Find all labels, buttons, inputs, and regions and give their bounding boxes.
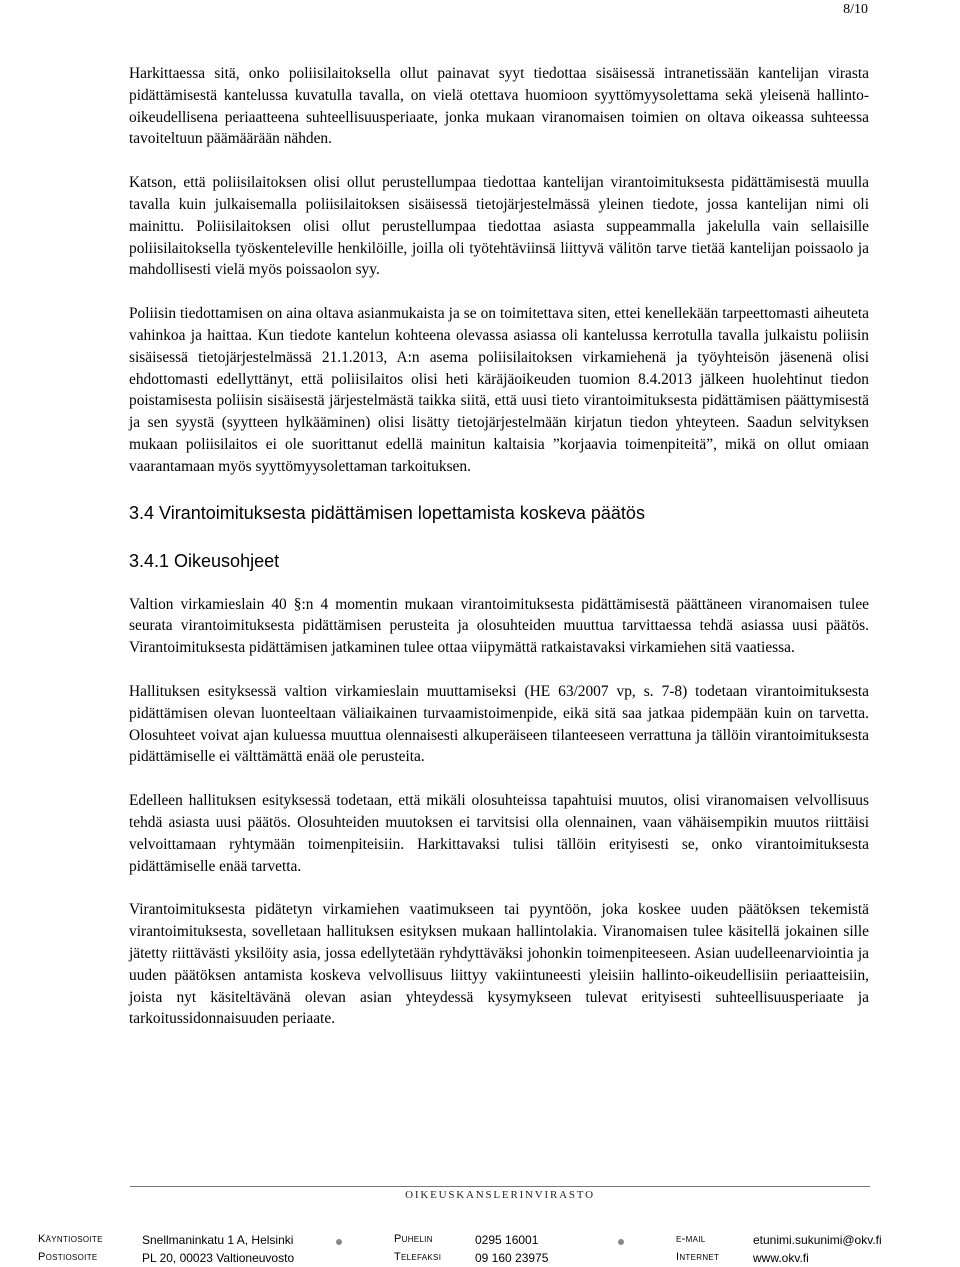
separator-dot xyxy=(336,1239,342,1245)
paragraph-2: Katson, että poliisilaitoksen olisi ollut perustellumpaa tiedottaa kantelijan virantoimituksesta pidättämisestä muulla tavalla kuin julkaisemalla poliisilaitoksen sisäisessä tietojärjestelmässä yleinen tiedote, jossa kantelijan nimi oli mainittu. Poliisilaitoksen olisi ollut perustellumpaa tiedottaa asiasta suppeammalla jakelulla vain sellaisille poliisilaitoksella työskenteleville henkilöille, joilla oli työtehtäviinsä liittyvä välitön tarve tietää kantelijan poissaolo ja mahdollisesti vielä myös poissaolon syy. xyxy=(129,174,869,279)
web-value: www.okv.fi xyxy=(753,1251,809,1265)
email-label: e-mail xyxy=(676,1233,706,1245)
footer-divider xyxy=(130,1186,870,1187)
phone-value: 0295 16001 xyxy=(475,1233,539,1247)
fax-value: 09 160 23975 xyxy=(475,1251,549,1265)
footer-header xyxy=(130,1186,870,1201)
section-heading-3-4-1: 3.4.1 Oikeusohjeet xyxy=(129,550,280,571)
visit-address-label: Käyntiosoite xyxy=(38,1233,103,1245)
postal-address-label: Postiosoite xyxy=(38,1251,98,1263)
section-heading-3-4: 3.4 Virantoimituksesta pidättämisen lopettamista koskeva päätös xyxy=(129,502,645,523)
footer-row-1 xyxy=(0,1233,960,1249)
footer-row-2 xyxy=(0,1251,960,1267)
web-label: Internet xyxy=(676,1251,720,1263)
postal-address-value: PL 20, 00023 Valtioneuvosto xyxy=(142,1251,295,1265)
email-value: etunimi.sukunimi@okv.fi xyxy=(753,1233,882,1247)
paragraph-7: Virantoimituksesta pidätetyn virkamiehen vaatimukseen tai pyyntöön, joka koskee uuden päätöksen tekemistä virantoimituksesta, sovelletaan hallituksen esityksen mukaan hallintolakia. Viranomaisen tulee käsitellä jokainen sille jätetty riittävästi yksilöity asia, jossa edellytetään ryhdyttäväksi johonkin toimenpiteeseen. Asian uudelleenarviointia ja uuden päätöksen antamista koskeva velvollisuus liittyy vakiintuneesti yleisiin hallinto-oikeudellisiin periaatteisiin, joista nyt käsiteltävänä olevan asian yhteydessä kysymykseen tulevat erityisesti suhteellisuusperiaate ja tarkoitussidonnaisuuden periaate. xyxy=(129,901,869,1028)
paragraph-5: Hallituksen esityksessä valtion virkamieslain muuttamiseksi (HE 63/2007 vp, s. 7-8) todetaan virantoimituksesta pidättämisen olevan luonteeltaan väliaikainen turvaamistoimenpide, eikä sitä saa jatkaa pidempään kuin on tarvetta. Olosuhteet voivat ajan kuluessa muuttua olennaisesti alkuperäiseen tilanteeseen verrattuna ja tällöin virantoimituksesta pidättämiselle ei välttämättä enää ole perusteita. xyxy=(129,682,869,766)
paragraph-1: Harkittaessa sitä, onko poliisilaitoksella ollut painavat syyt tiedottaa sisäisessä intranetissään kantelijan virasta pidättämisestä kantelussa kuvatulla tavalla, on vielä otettava huomioon syyttömyysolettama sekä yleisenä hallinto-oikeudellisena periaatteena suhteellisuusperiaate, jonka mukaan viranomaisen toimien on oltava oikeassa suhteessa tavoiteltuun päämäärään nähden. xyxy=(129,65,869,148)
paragraph-4: Valtion virkamieslain 40 §:n 4 momentin mukaan virantoimituksesta pidättämisestä päättäneen viranomaisen tulee seurata virantoimituksesta pidättämisen perusteita ja olosuhteiden muuttua tarvittaessa tehdä asiassa uusi päätös. Virantoimituksesta pidättämisen jatkaminen tulee ottaa viipymättä ratkaistavaksi virkamiehen sitä vaatiessa. xyxy=(129,595,869,657)
fax-label: Telefaksi xyxy=(394,1251,442,1263)
paragraph-3: Poliisin tiedottamisen on aina oltava asianmukaista ja se on toimitettava siten, ettei kenellekään tarpeettomasti aiheuteta vahinkoa ja haittaa. Kun tiedote kantelun kohteena olevassa asiassa oli kantelussa kerrotulla tavalla julkaistu poliisin sisäisessä tietojärjestelmässä 21.1.2013, A:n asema poliisilaitoksen virkamiehenä ja työyhteisön jäsenenä olisi ehdottomasti edellyttänyt, että poliisilaitos olisi heti käräjäoikeuden tuomion 8.4.2013 jälkeen huolehtinut tiedon poistamisesta poliisin sisäisestä järjestelmästä taikka siitä, että uusi tieto virantoimituksesta pidättämisen päättymisestä ja sen syystä (syytteen hylkääminen) olisi lisätty tietojärjestelmään kirjatun tiedon yhteyteen. Saadun selvityksen mukaan poliisilaitos ei ole suorittanut edellä mainitun kaltaisia ”korjaavia toimenpiteitä”, mikä on ollut omiaan vaarantamaan myös syyttömyysolettaman tarkoituksen. xyxy=(129,305,869,475)
separator-dot xyxy=(618,1239,624,1245)
footer-organization: OIKEUSKANSLERINVIRASTO xyxy=(405,1189,595,1201)
document-body xyxy=(129,63,869,1052)
paragraph-6: Edelleen hallituksen esityksessä todetaan, että mikäli olosuhteissa tapahtuisi muutos, olisi viranomaisen velvollisuus tehdä asiasta uusi päätös. Olosuhteiden muutoksen ei tarvitsisi olla olennainen, vaan vähäisempikin muutos riittäisi velvoittamaan ryhtymään toimenpiteisiin. Harkittavaksi tulisi tällöin erityisesti se, onko virantoimituksesta pidättämiselle enää tarvetta. xyxy=(129,792,869,875)
visit-address-value: Snellmaninkatu 1 A, Helsinki xyxy=(142,1233,294,1247)
page-number: 8/10 xyxy=(843,2,868,17)
phone-label: Puhelin xyxy=(394,1233,433,1245)
